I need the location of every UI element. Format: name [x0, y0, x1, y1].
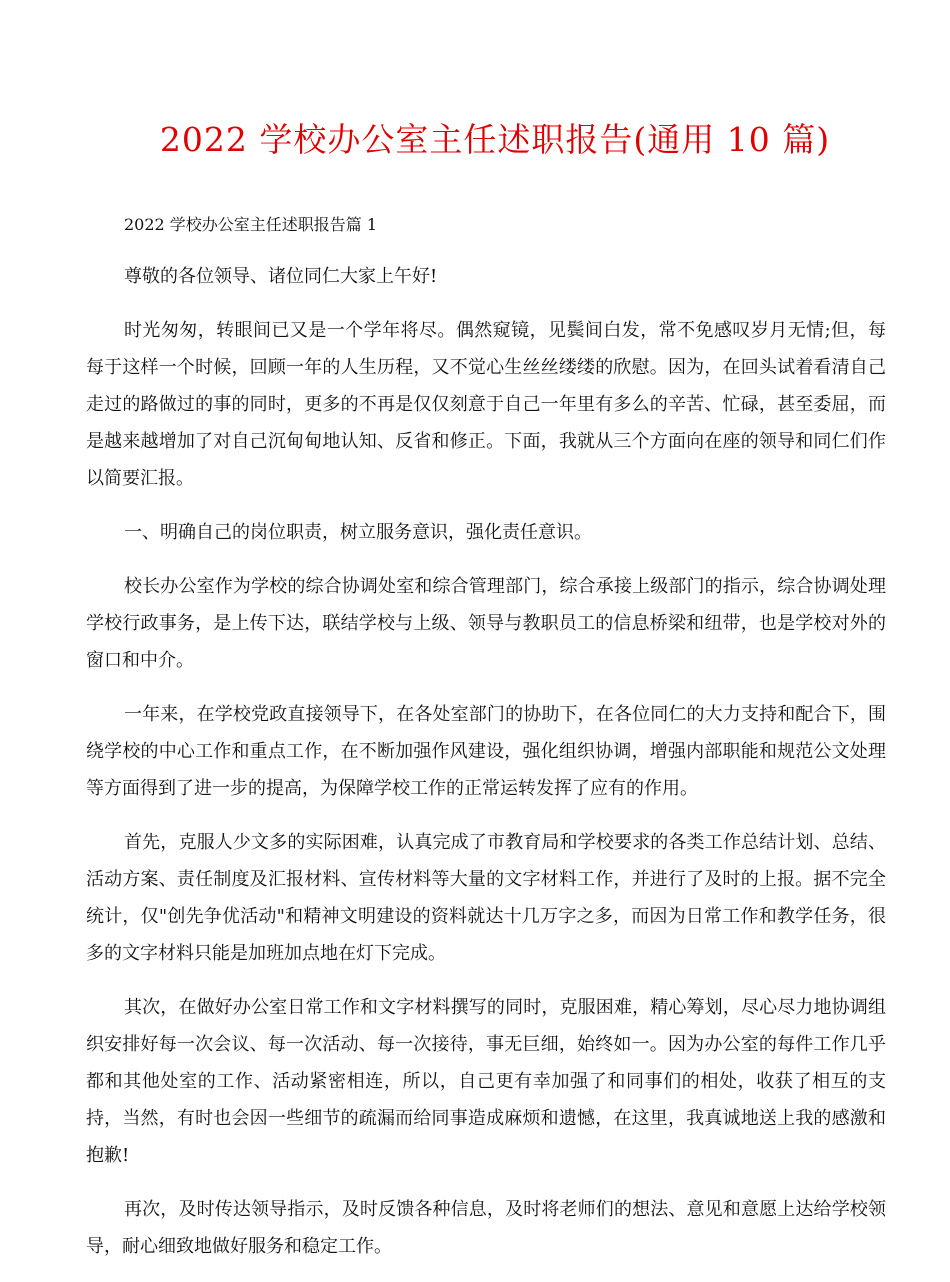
paragraph-point-one: 一、明确自己的岗位职责，树立服务意识，强化责任意识。 — [124, 522, 592, 543]
paragraph-office-role: 校长办公室作为学校的综合协调处室和综合管理部门，综合承接上级部门的指示，综合协调处理学校行政事务，是上传下达，联结学校与上级、领导与教职员工的信息桥梁和纽带，也是学校对外的窗口和中介。 — [86, 576, 886, 671]
paragraph-first: 首先，克服人少文多的实际困难，认真完成了市教育局和学校要求的各类工作总结计划、总结、活动方案、责任制度及汇报材料、宣传材料等大量的文字材料工作，并进行了及时的上报。据不完全统计，仅"创先争优活动"和精神文明建设的资料就达十几万字之多，而因为日常工作和教学任务，很多的文字材料只能是加班加点地在灯下完成。 — [86, 832, 886, 964]
paragraph-third: 再次，及时传达领导指示，及时反馈各种信息，及时将老师们的想法、意见和意愿上达给学校领导，耐心细致地做好服务和稳定工作。 — [86, 1199, 886, 1257]
section-heading: 2022 学校办公室主任述职报告篇 1 — [124, 215, 378, 234]
salutation: 尊敬的各位领导、诸位同仁大家上午好! — [124, 266, 438, 287]
paragraph-second: 其次，在做好办公室日常工作和文字材料撰写的同时，克服困难，精心筹划，尽心尽力地协调组织安排好每一次会议、每一次活动、每一次接待，事无巨细，始终如一。因为办公室的每件工作几乎都和其他处室的工作、活动紧密相连，所以，自己更有幸加强了和同事们的相处，收获了相互的支持，当然，有时也会因一些细节的疏漏而给同事造成麻烦和遗憾，在这里，我真诚地送上我的感激和抱歉! — [86, 997, 886, 1166]
document-body — [86, 206, 886, 1282]
paragraph-year-review: 一年来，在学校党政直接领导下，在各处室部门的协助下，在各位同仁的大力支持和配合下，围绕学校的中心工作和重点工作，在不断加强作风建设，强化组织协调，增强内部职能和规范公文处理等方面得到了进一步的提高，为保障学校工作的正常运转发挥了应有的作用。 — [86, 704, 886, 799]
document-title: 2022 学校办公室主任述职报告(通用 10 篇) — [159, 120, 831, 159]
paragraph-intro: 时光匆匆，转眼间已又是一个学年将尽。偶然窥镜，见鬓间白发，常不免感叹岁月无情;但，每每于这样一个时候，回顾一年的人生历程，又不觉心生丝丝缕缕的欣慰。因为，在回头试着看清自己走过的路做过的事的同时，更多的不再是仅仅刻意于自己一年里有多么的辛苦、忙碌，甚至委屈，而是越来越增加了对自己沉甸甸地认知、反省和修正。下面，我就从三个方面向在座的领导和同仁们作以简要汇报。 — [86, 320, 886, 489]
